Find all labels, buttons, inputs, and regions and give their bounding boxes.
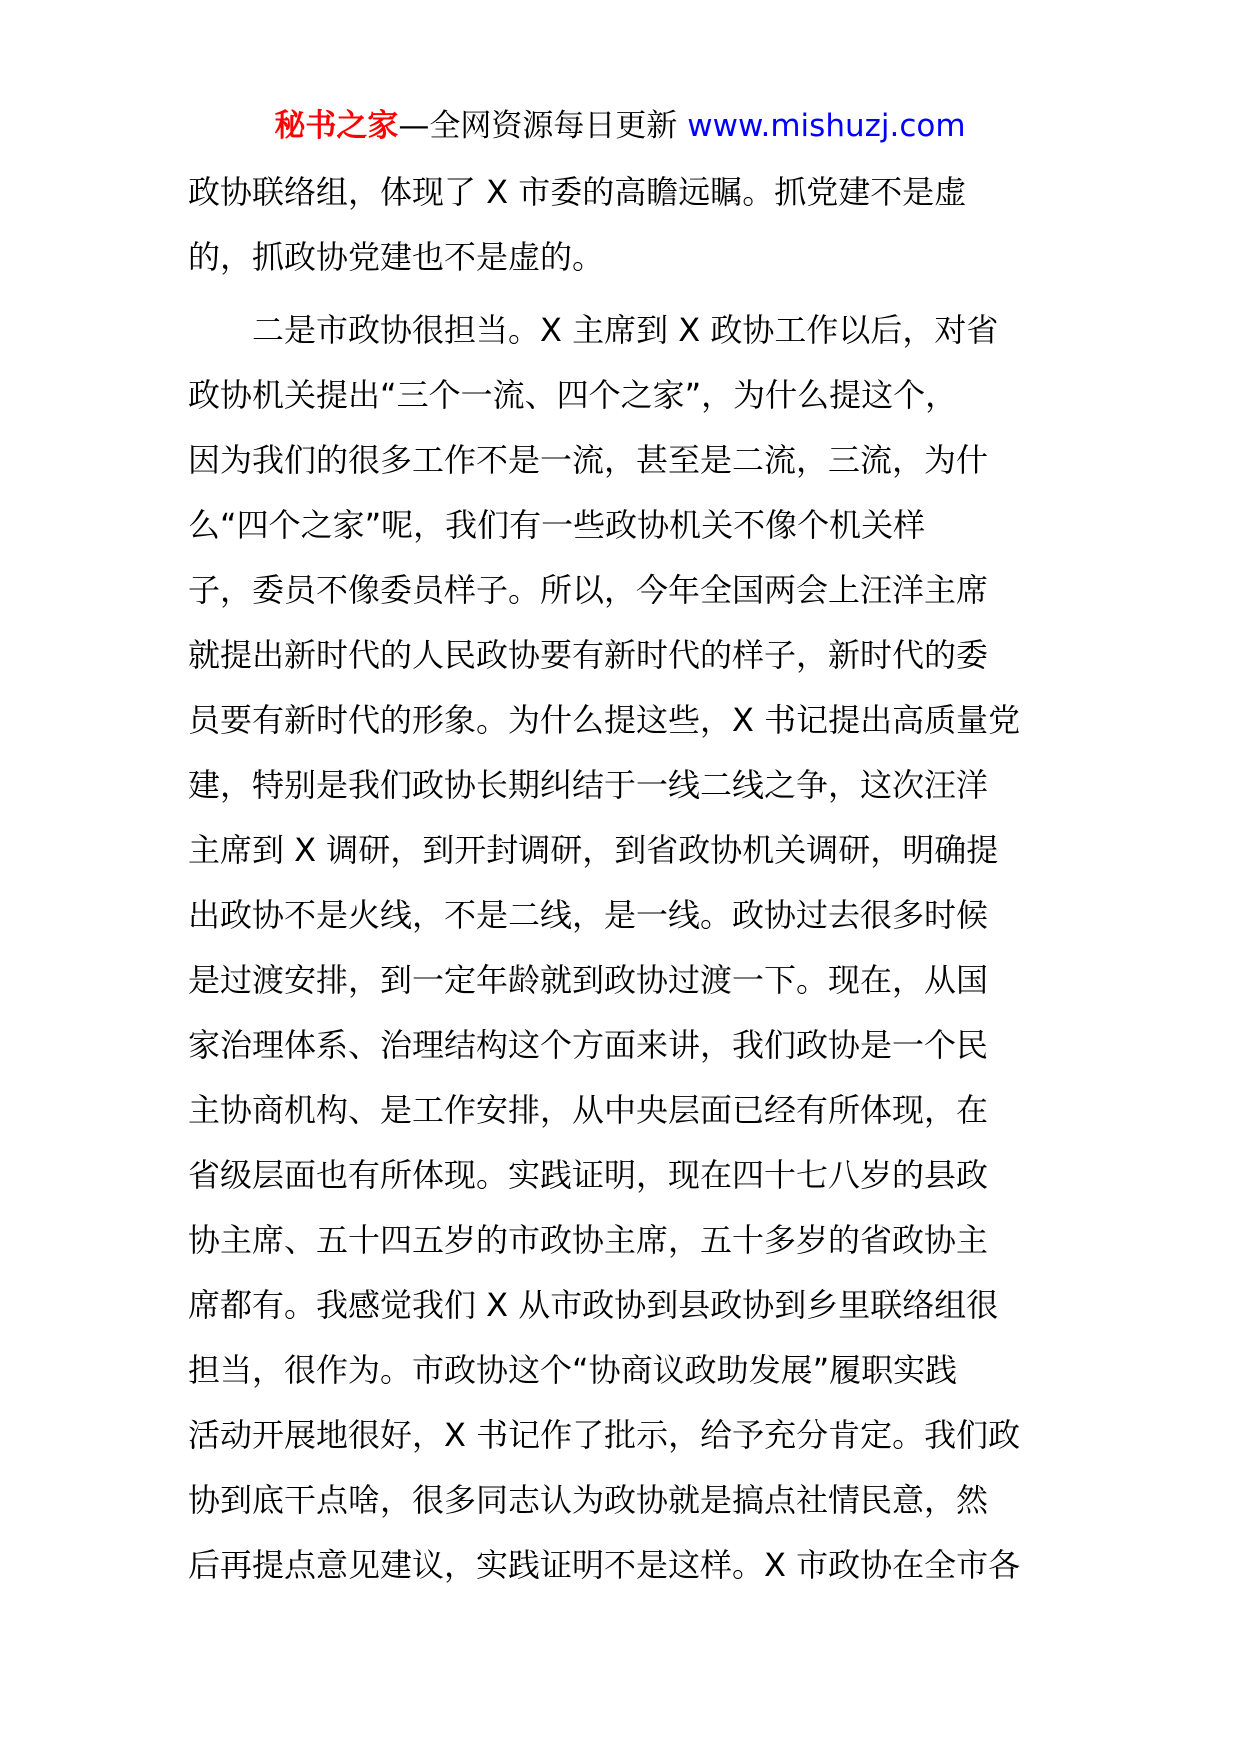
document-body	[188, 160, 1054, 1598]
text-line: 么“四个之家”呢，我们有一些政协机关不像个机关样	[188, 506, 926, 544]
text-line: 出政协不是火线，不是二线，是一线。政协过去很多时候	[188, 896, 989, 934]
text-line: 省级层面也有所体现。实践证明，现在四十七八岁的县政	[188, 1156, 989, 1194]
text-line: 的，抓政协党建也不是虚的。	[188, 238, 605, 276]
site-header	[0, 98, 1240, 154]
text-line: 协主席、五十四五岁的市政协主席，五十多岁的省政协主	[188, 1221, 989, 1259]
header-tagline: —全网资源每日更新	[398, 108, 678, 144]
site-url-link[interactable]: www.mishuzj.com	[687, 108, 966, 144]
text-line: 因为我们的很多工作不是一流，甚至是二流，三流，为什	[188, 441, 989, 479]
brand-name: 秘书之家	[274, 108, 399, 144]
text-line: 家治理体系、治理结构这个方面来讲，我们政协是一个民	[188, 1026, 989, 1064]
text-line: 后再提点意见建议，实践证明不是这样。X 市政协在全市各	[188, 1546, 1021, 1584]
text-line: 主席到 X 调研，到开封调研，到省政协机关调研，明确提	[188, 831, 999, 869]
text-line: 员要有新时代的形象。为什么提这些，X 书记提出高质量党	[188, 701, 1021, 739]
text-line: 协到底干点啥，很多同志认为政协就是搞点社情民意，然	[188, 1481, 989, 1519]
text-line: 建，特别是我们政协长期纠结于一线二线之争，这次汪洋	[188, 766, 989, 804]
text-line: 担当，很作为。市政协这个“协商议政助发展”履职实践	[188, 1351, 958, 1389]
text-line: 席都有。我感觉我们 X 从市政协到县政协到乡里联络组很	[188, 1286, 999, 1324]
text-line: 是过渡安排，到一定年龄就到政协过渡一下。现在，从国	[188, 961, 989, 999]
text-line: 政协联络组，体现了 X 市委的高瞻远瞩。抓党建不是虚	[188, 173, 967, 211]
paragraph-start-line: 二是市政协很担当。X 主席到 X 政协工作以后，对省	[252, 311, 999, 349]
text-line: 政协机关提出“三个一流、四个之家”，为什么提这个，	[188, 376, 958, 414]
text-line: 就提出新时代的人民政协要有新时代的样子，新时代的委	[188, 636, 989, 674]
text-line: 主协商机构、是工作安排，从中央层面已经有所体现，在	[188, 1091, 989, 1129]
text-line: 子，委员不像委员样子。所以，今年全国两会上汪洋主席	[188, 571, 989, 609]
text-line: 活动开展地很好，X 书记作了批示，给予充分肯定。我们政	[188, 1416, 1021, 1454]
